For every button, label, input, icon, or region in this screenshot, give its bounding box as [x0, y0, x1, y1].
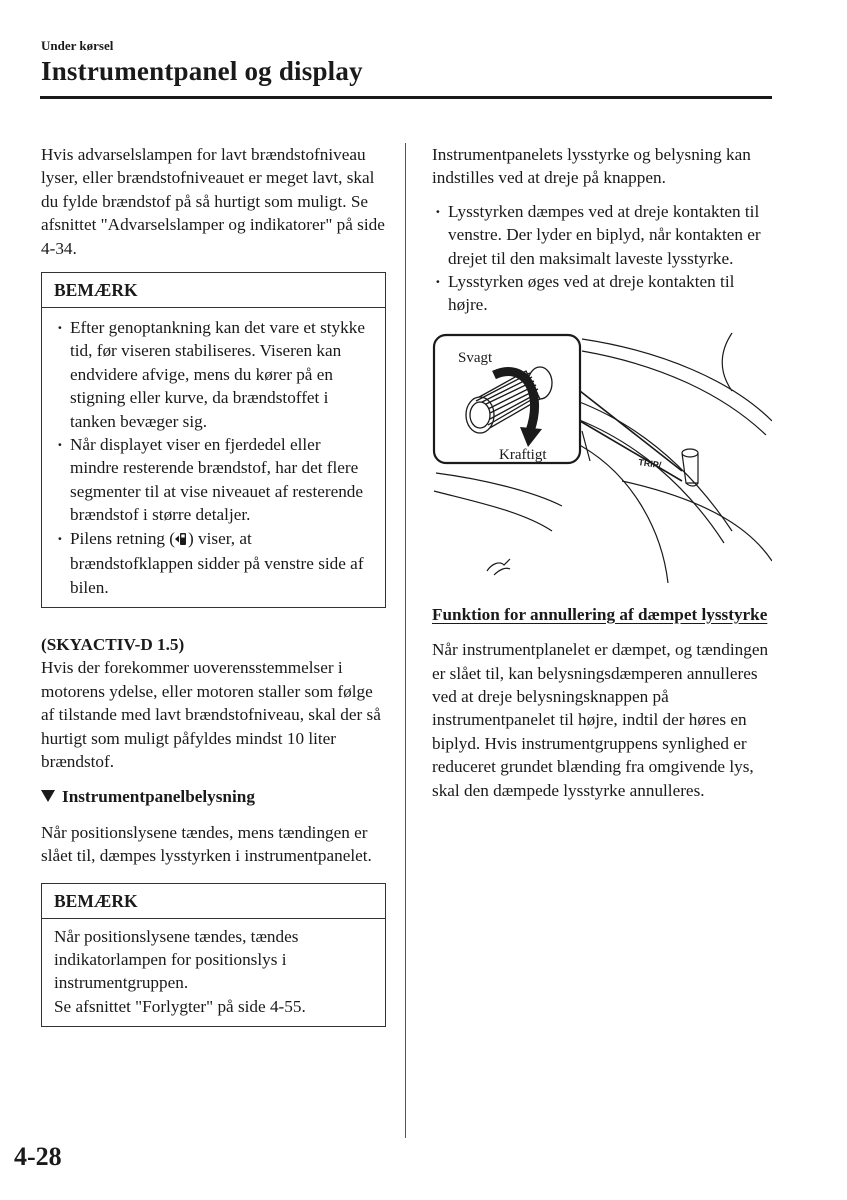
skyactiv-paragraph: Hvis der forekommer uoverensstemmelser i motorens ydelse, eller motoren staller som følge af tilstande med lavt brændstofniveau, skal der så hurtigt som muligt påfyldes mindst 10 liter brændstof. — [41, 658, 381, 771]
bullet-dim: · Lysstyrken dæmpes ved at dreje kontakten til venstre. Der lyder en biplyd, når kontakten er drejet til den maksimalt laveste lysstyrke. — [432, 200, 777, 270]
dimmer-knob-illustration — [432, 331, 772, 583]
note-item: · Når displayet viser en fjerdedel eller mindre resterende brændstof, har det flere segmenter til at vise niveauet af resterende brændstof i større detaljer. — [54, 433, 373, 527]
label-weak: Svagt — [458, 349, 493, 366]
left-column — [41, 143, 386, 1027]
illumination-heading — [41, 785, 386, 808]
note-item: · Efter genoptankning kan det vare et stykke tid, før viseren stabiliseres. Viseren kan endvidere afvige, mens du kører på en stigning eller kurve, da brændstoffet i tanken bevæger sig. — [54, 316, 373, 433]
note-item-text-post: ) viser, at brændstofklappen sidder på venstre side af bilen. — [70, 528, 364, 597]
right-column — [432, 143, 777, 802]
page-title: Instrumentpanel og display — [41, 56, 363, 86]
cancel-dimming-heading — [432, 603, 777, 626]
note-heading: BEMÆRK — [42, 273, 385, 308]
section-label: Under kørsel — [41, 38, 114, 53]
note-body — [42, 308, 385, 607]
note-heading: BEMÆRK — [42, 884, 385, 919]
fuel-warning-paragraph: Hvis advarselslampen for lavt brændstofniveau lyser, eller brændstofniveauet er meget lavt, skal du fylde brændstof på så hurtigt som muligt. Se afsnittet "Advarselslamper og indikatorer" på side 4-34. — [41, 145, 385, 258]
label-strong: Kraftigt — [499, 446, 547, 463]
note-box-fuel — [41, 272, 386, 608]
illumination-paragraph: Når positionslysene tændes, mens tændingen er slået til, dæmpes lysstyrken i instrumentpanelet. — [41, 822, 372, 866]
column-divider — [405, 143, 406, 1138]
triangle-down-icon — [41, 790, 55, 802]
note-text: Når positionslysene tændes, tændes indikatorlampen for positionslys i instrumentgruppen. — [54, 926, 299, 993]
cancel-dimming-paragraph: Når instrumentplanelet er dæmpet, og tændingen er slået til, kan belysningsdæmperen annulleres ved at dreje belysningsknappen på instrumentpanelet til højre, indtil der høres en biplyd. Hvis instrumentgruppens synlighed er reduceret grundet blænding fra omgivende lys, skal den dæmpede lysstyrke annulleres. — [432, 640, 769, 800]
fuel-pump-arrow-left-icon — [175, 529, 188, 552]
brightness-bullets — [432, 200, 777, 317]
note-item-text-pre: Pilens retning ( — [70, 528, 176, 548]
title-rule — [40, 96, 772, 99]
trip-label: TRIP/ — [637, 456, 662, 471]
note-body — [42, 919, 385, 1027]
brightness-intro: Instrumentpanelets lysstyrke og belysning kan indstilles ved at dreje på knappen. — [432, 145, 751, 188]
note-item-fuel-door — [54, 527, 373, 599]
page-number: 4-28 — [14, 1142, 62, 1171]
illumination-heading-text: Instrumentpanelbelysning — [62, 787, 255, 807]
cancel-dimming-heading-text: Funktion for annullering af dæmpet lysstyrke — [432, 604, 768, 624]
note-box-position-lights — [41, 883, 386, 1028]
skyactiv-heading: (SKYACTIV-D 1.5) — [41, 634, 185, 654]
note-reference: Se afsnittet "Forlygter" på side 4-55. — [54, 996, 306, 1016]
bullet-brighten: · Lysstyrken øges ved at dreje kontakten til højre. — [432, 270, 777, 317]
